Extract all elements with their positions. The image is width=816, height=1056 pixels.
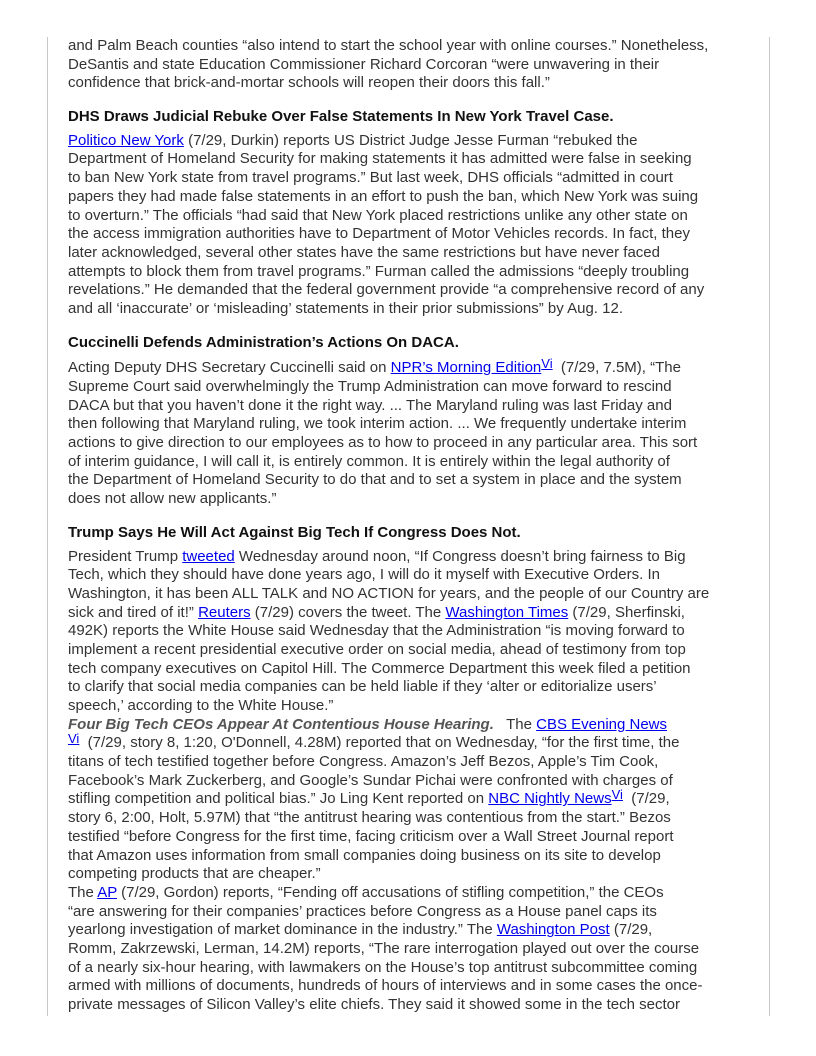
text-line (68, 244, 768, 263)
text: to overturn.” The officials “had said that New York placed restrictions unlike any other state on (68, 206, 688, 224)
text-line (68, 787, 768, 809)
text: Romm, Zakrzewski, Lerman, 14.2M) reports, “The rare interrogation played out over the course (68, 939, 700, 957)
text: armed with millions of documents, hundreds of hours of interviews and in some cases the once- (68, 977, 703, 995)
text: Facebook’s Mark Zuckerberg, and Google’s Sundar Pichai were confronted with charges of (68, 771, 673, 789)
text-line (68, 188, 768, 207)
text-line (68, 300, 768, 319)
text: implement a recent presidential executive order on social media, ahead of testimony from top (68, 640, 686, 658)
text-line (68, 959, 768, 978)
text: and Palm Beach counties “also intend to start the school year with online courses.” Nonetheless, (68, 37, 709, 54)
text-line (68, 263, 768, 282)
text-line (68, 434, 768, 453)
section-heading (68, 334, 768, 353)
text-line (68, 378, 768, 397)
paragraph (68, 132, 768, 319)
text-line (68, 524, 768, 543)
text: yearlong investigation of market dominance in the industry.” The (68, 921, 497, 939)
text: competing products that are cheaper.” (68, 865, 321, 883)
text: (7/29) covers the tweet. The (250, 603, 446, 621)
text-line (68, 828, 768, 847)
video-link-icon[interactable]: Vi (68, 731, 80, 747)
text-line (68, 132, 768, 151)
text: titans of tech testified together before Congress. Amazon’s Jeff Bezos, Apple’s Tim Cook, (68, 753, 659, 771)
subheading: Four Big Tech CEOs Appear At Contentious House Hearing. (68, 715, 494, 733)
text: Cuccinelli Defends Administration’s Actions On DACA. (68, 333, 459, 351)
text: then following that Maryland ruling, we took interim action. ... We frequently undertake interim (68, 415, 687, 433)
text-line (68, 471, 768, 490)
text: story 6, 2:00, Holt, 5.97M) that “the antitrust hearing was contentious from the start.” Bezos (68, 809, 671, 827)
text-line (68, 207, 768, 226)
text: Supreme Court said overwhelmingly the Trump Administration can move forward to rescind (68, 378, 672, 395)
text-line (68, 865, 768, 884)
source-link[interactable]: Reuters (198, 603, 251, 621)
text: (7/29, story 8, 1:20, O'Donnell, 4.28M) reported that on Wednesday, “for the first time, the (79, 734, 680, 752)
text-line (68, 847, 768, 866)
text: to ban New York state from travel programs.” But last week, DHS officials “admitted in court (68, 169, 673, 187)
text: tech company executives on Capitol Hill. The Commerce Department this week filed a petition (68, 659, 691, 677)
text-line (68, 415, 768, 434)
text-line (68, 453, 768, 472)
text: to clarify that social media companies can be held liable if they ‘alter or editorialize users’ (68, 678, 657, 696)
text: stifling competition and political bias.” Jo Ling Kent reported on (68, 790, 489, 808)
text: confidence that brick-and-mortar schools will reopen their doors this fall.” (68, 74, 550, 92)
text-line (68, 604, 768, 623)
text-line (68, 281, 768, 300)
text: “are answering for their companies’ practices before Congress as a House panel caps its (68, 902, 657, 920)
text-line (68, 548, 768, 567)
text-line (68, 169, 768, 188)
text: 492K) reports the White House said Wednesday that the Administration “is moving forward to (68, 622, 685, 640)
text-line (68, 678, 768, 697)
text: actions to give direction to our employees as to how to proceed in any particular area. This sort (68, 434, 698, 452)
text: (7/29, (609, 921, 653, 939)
text: (7/29, Gordon) reports, “Fending off accusations of stifling competition,” the CEOs (116, 883, 664, 901)
text: (7/29, Durkin) reports US District Judge Jesse Furman “rebuked the (183, 131, 638, 149)
text-line (68, 356, 768, 378)
text: DHS Draws Judicial Rebuke Over False Statements In New York Travel Case. (68, 108, 614, 126)
text: speech,’ according to the White House.” (68, 697, 334, 714)
text-line (68, 921, 768, 940)
text-line (68, 884, 768, 903)
text-line (68, 566, 768, 585)
text: papers they had made false statements in an effort to push the ban, which New York was suing (68, 187, 699, 205)
source-link[interactable]: tweeted (182, 547, 235, 565)
text-line (68, 809, 768, 828)
source-link[interactable]: NPR’s Morning Edition (390, 359, 542, 377)
text: the Department of Homeland Security to do that and to set a system in place and the system (68, 471, 682, 489)
text: DeSantis and state Education Commissioner Richard Corcoran “were unwavering in their (68, 55, 660, 73)
text-line (68, 74, 768, 93)
text: Trump Says He Will Act Against Big Tech If Congress Does Not. (68, 523, 521, 541)
text: Acting Deputy DHS Secretary Cuccinelli said on (68, 359, 391, 377)
text: revelations.” He demanded that the federal government provide “a comprehensive record of any (68, 281, 705, 299)
source-link[interactable]: Washington Post (496, 921, 610, 939)
paragraph (68, 37, 768, 93)
text-line (68, 977, 768, 996)
text: does not allow new applicants.” (68, 490, 277, 508)
text-line (68, 697, 768, 716)
text: (7/29, 7.5M), “The (552, 359, 681, 377)
text-line (68, 56, 768, 75)
text-line (68, 334, 768, 353)
text: sick and tired of it!” (68, 603, 199, 621)
text: Tech, which they should have done years ago, I will do it myself with Executive Orders. In (68, 566, 660, 584)
text-line (68, 641, 768, 660)
text-line (68, 37, 768, 56)
text: the access immigration authorities have to Department of Motor Vehicles records. In fact, they (68, 225, 690, 243)
text: attempts to block them from travel programs.” Furman called the admissions “deeply troubling (68, 262, 690, 280)
text: DACA but that you haven’t done it the right way. ... The Maryland ruling was last Friday and (68, 396, 672, 414)
text-line (68, 490, 768, 509)
paragraph (68, 548, 768, 1015)
text: and all ‘inaccurate’ or ‘misleading’ statements in their prior submissions” by Aug. 12. (68, 299, 623, 317)
text-line (68, 940, 768, 959)
text-line (68, 660, 768, 679)
text-line (68, 753, 768, 772)
text: The (493, 715, 537, 733)
text: (7/29, Sherfinski, (568, 603, 685, 621)
text: President Trump (68, 547, 183, 565)
section-heading (68, 108, 768, 127)
text-line (68, 150, 768, 169)
text-line (68, 903, 768, 922)
text-line (68, 716, 768, 735)
source-link[interactable]: Washington Times (445, 603, 569, 621)
source-link[interactable]: NBC Nightly News (488, 790, 612, 808)
text-line (68, 397, 768, 416)
text: Department of Homeland Security for making statements it has admitted were false in seeking (68, 150, 692, 168)
section-heading (68, 524, 768, 543)
text-line (68, 772, 768, 791)
document-body (68, 37, 768, 1015)
text-line (68, 996, 768, 1015)
text-line (68, 108, 768, 127)
text: Washington, it has been ALL TALK and NO ACTION for years, and the people of our Country are (68, 584, 710, 602)
text: of a nearly six-hour hearing, with lawmakers on the House’s top antitrust subcommittee coming (68, 958, 698, 976)
text-line (68, 731, 768, 753)
paragraph (68, 356, 768, 509)
text-line (68, 585, 768, 604)
source-link[interactable]: CBS Evening News (536, 715, 668, 733)
text: later acknowledged, several other states have the same restrictions but have never faced (68, 243, 660, 261)
text: private messages of Silicon Valley’s elite chiefs. They said it showed some in the tech sector (68, 996, 680, 1013)
text: testified “before Congress for the first time, facing criticism over a Wall Street Journal report (68, 827, 674, 845)
text: of interim guidance, I will call it, is entirely common. It is entirely within the legal authority of (68, 452, 670, 470)
video-link-icon[interactable]: Vi (611, 787, 623, 803)
text: that Amazon uses information from small companies doing business on its site to develop (68, 846, 661, 864)
text: The (68, 883, 98, 901)
text: (7/29, (622, 790, 670, 808)
source-link[interactable]: Politico New York (68, 131, 184, 149)
text-line (68, 622, 768, 641)
video-link-icon[interactable]: Vi (541, 356, 553, 372)
source-link[interactable]: AP (97, 883, 117, 901)
text-line (68, 225, 768, 244)
text: Wednesday around noon, “If Congress doesn’t bring fairness to Big (234, 547, 686, 565)
